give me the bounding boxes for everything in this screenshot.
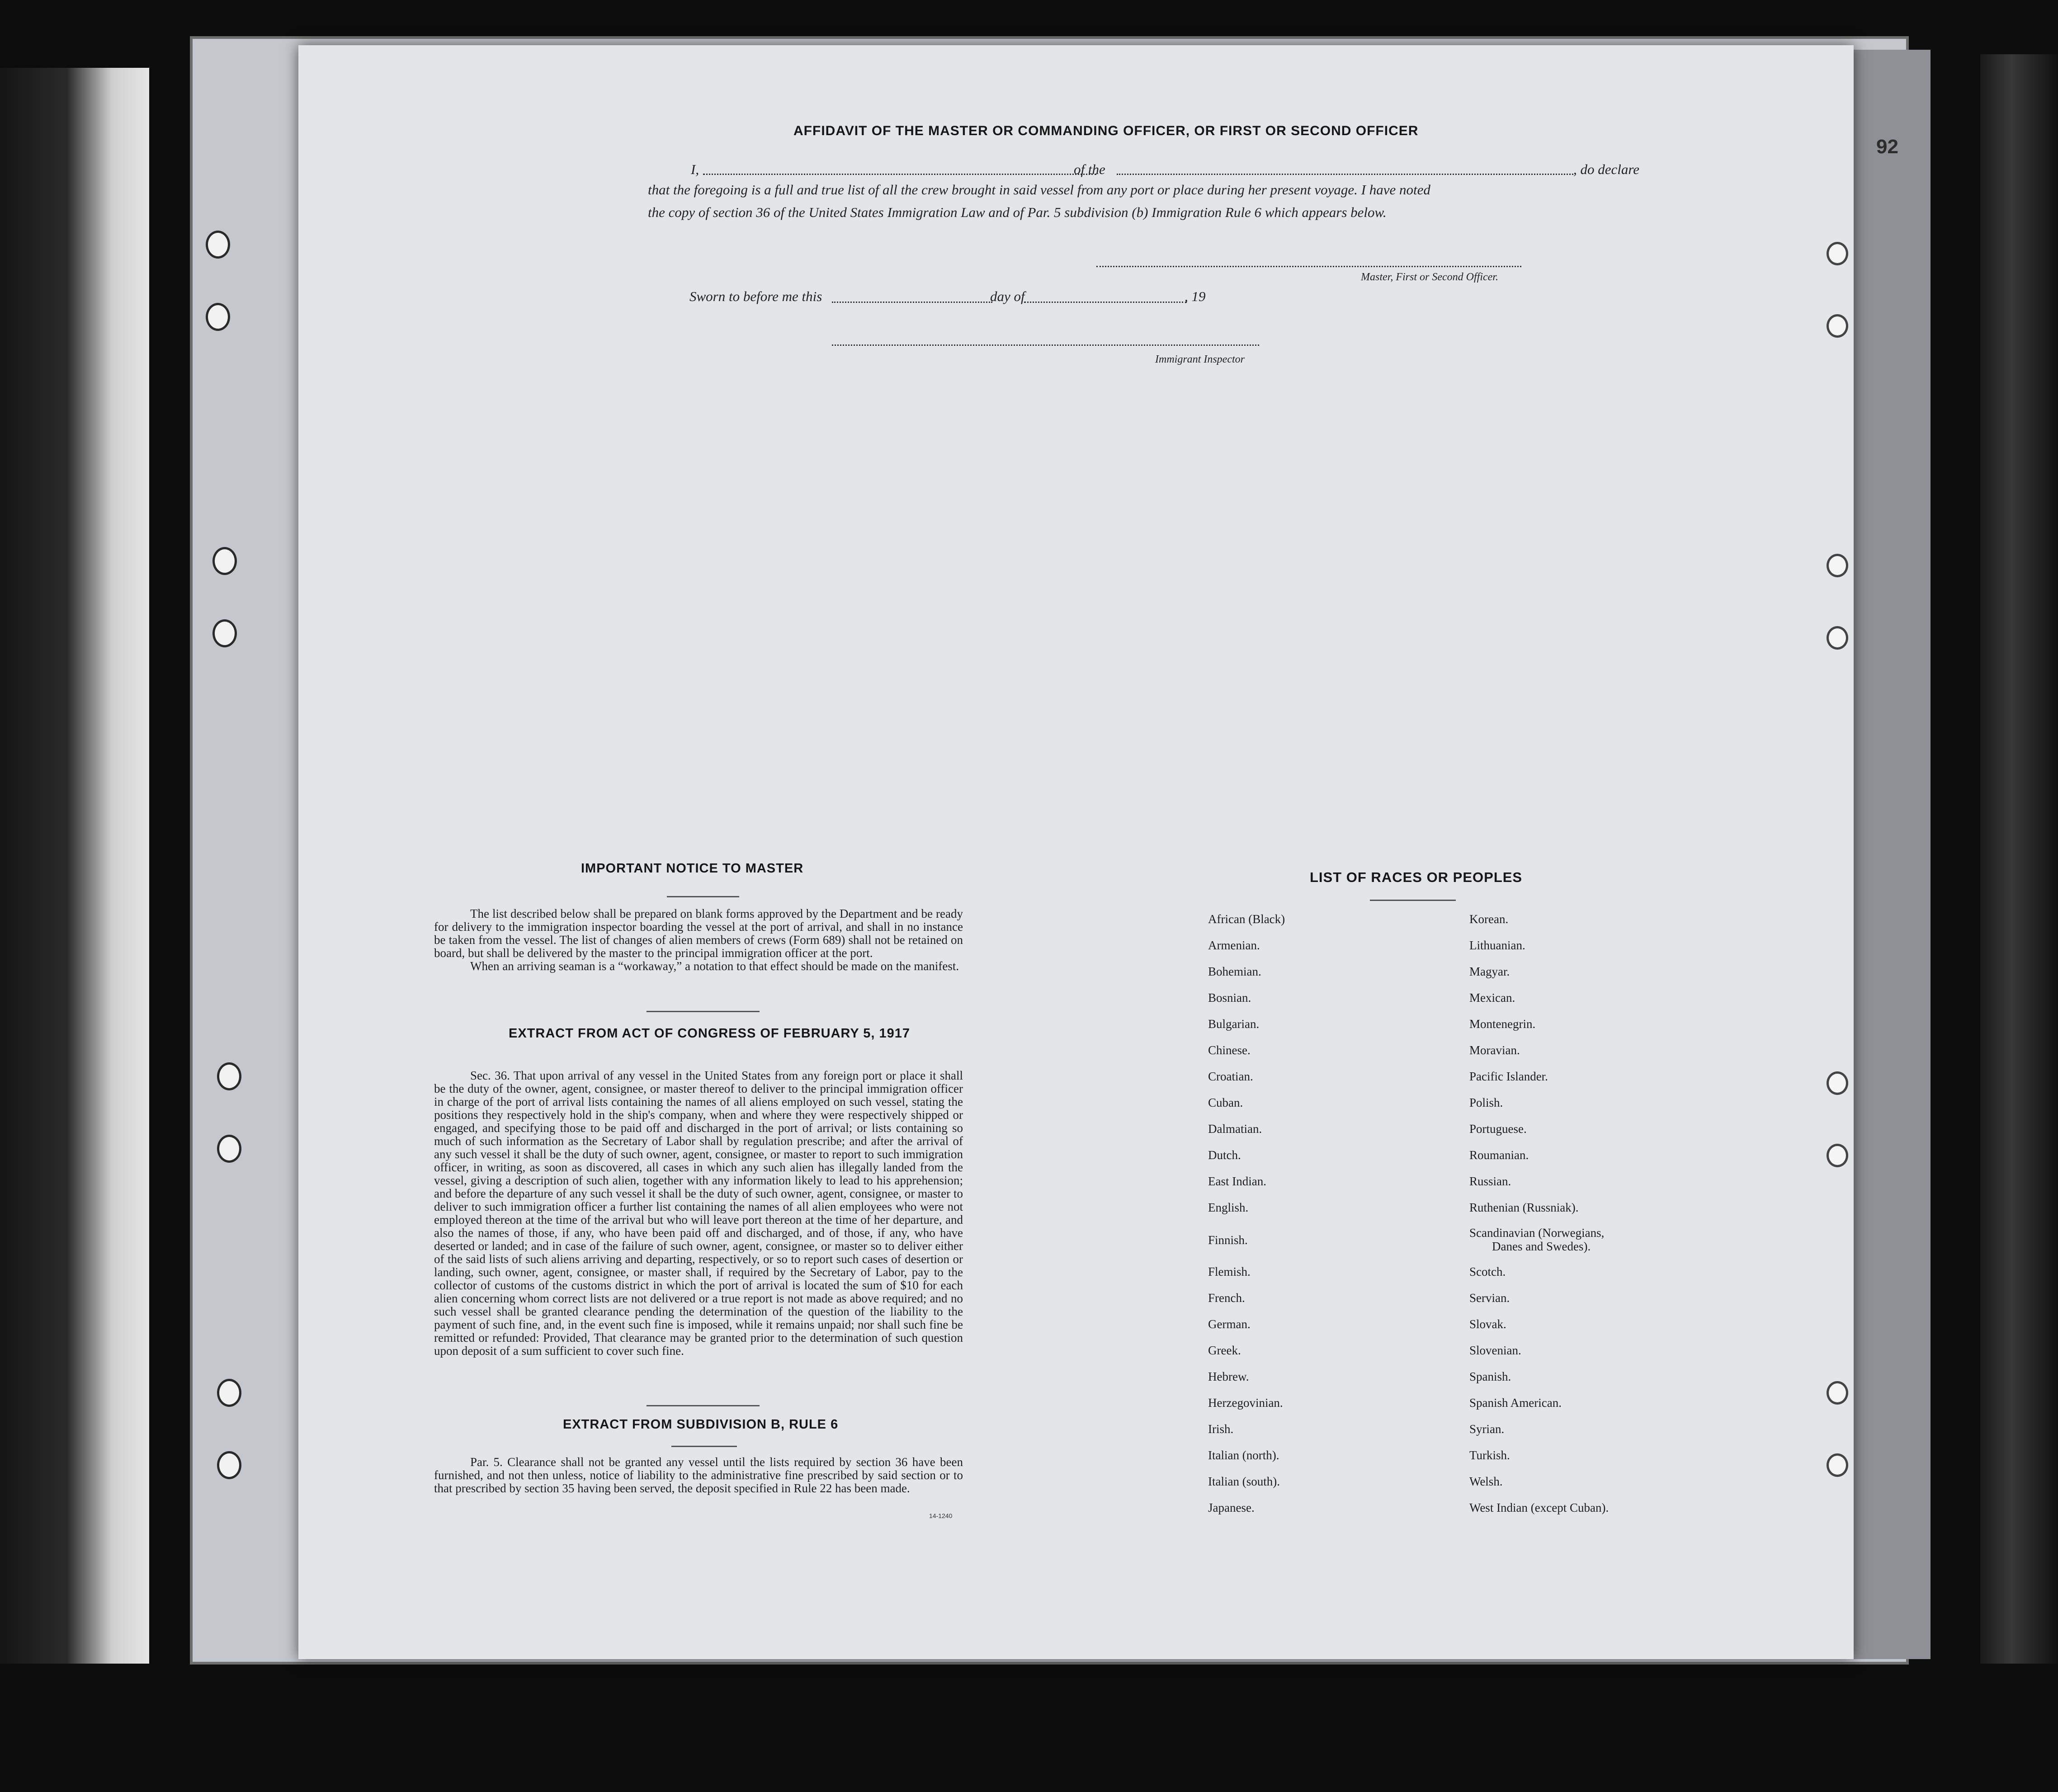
race-left-item: Chinese. [1208,1043,1251,1057]
binder-hole-icon [217,1062,241,1090]
race-right-item: Russian. [1469,1174,1511,1188]
binder-hole-icon [212,547,237,575]
race-left-item: French. [1208,1291,1245,1305]
rule-title: EXTRACT FROM SUBDIVISION B, RULE 6 [563,1417,839,1432]
race-right-item: Syrian. [1469,1422,1505,1436]
race-left-item: Italian (south). [1208,1475,1280,1488]
notice-rule [667,896,739,897]
race-right-item: Korean. [1469,912,1509,926]
race-left-item: East Indian. [1208,1174,1266,1188]
race-left-item: German. [1208,1317,1251,1331]
day-of-label: day of [990,288,1025,304]
race-right-item: Turkish. [1469,1448,1510,1462]
sworn-month-line [1024,302,1187,303]
punch-hole-icon [1827,626,1848,650]
race-right-item: West Indian (except Cuban). [1469,1501,1609,1514]
race-right-item: Portuguese. [1469,1122,1527,1136]
race-right-item: Montenegrin. [1469,1017,1536,1031]
race-left-item: Bulgarian. [1208,1017,1260,1031]
binder-hole-icon [217,1451,241,1479]
notice-paragraph-1: The list described below shall be prepared on blank forms approved by the Department and be ready for delivery to the immigration inspector boarding the vessel at the port of arrival, and shall in no instance be taken from the vessel. The list of changes of alien members of crews (Form 689) shall not be retained on board, but shall be delivered by the master to the principal immigration officer at the port. [434,907,963,960]
race-right-item: Polish. [1469,1096,1503,1109]
binder-hole-icon [212,619,237,647]
year-label: , 19 [1185,288,1206,304]
punch-hole-icon [1827,1453,1848,1477]
race-left-item: Herzegovinian. [1208,1396,1283,1410]
race-left-item: Irish. [1208,1422,1234,1436]
race-right-item: Mexican. [1469,991,1515,1004]
race-left-item: Hebrew. [1208,1370,1249,1383]
race-right-item: Spanish. [1469,1370,1511,1383]
act-title: EXTRACT FROM ACT OF CONGRESS OF FEBRUARY 5, 1917 [509,1026,911,1041]
binder-hole-icon [206,231,230,259]
affidavit-statement-2: the copy of section 36 of the United States Immigration Law and of Par. 5 subdivision (b) Immigration Rule 6 which appears below. [648,204,1387,220]
race-right-item: Scotch. [1469,1265,1506,1278]
punch-hole-icon [1827,1144,1848,1167]
race-right-item: Lithuanian. [1469,938,1525,952]
manifest-page [298,45,1854,1659]
notice-title: IMPORTANT NOTICE TO MASTER [581,861,804,876]
race-left-item: Finnish. [1208,1233,1248,1247]
sworn-day-line [832,302,992,303]
punch-hole-icon [1827,1381,1848,1405]
rule-paragraph: Par. 5. Clearance shall not be granted any vessel until the lists required by section 36 have been furnished, and not then unless, notice of liability to the administrative fine prescribed by said section or to that prescribed by section 35 having been served, the deposit specified in Rule 22 has been made. [434,1455,963,1495]
affidavit-of-the-label: of the [1074,161,1105,177]
form-number: 14-1240 [929,1512,953,1519]
punch-hole-icon [1827,554,1848,577]
left-page-edge [0,68,149,1664]
notice-paragraph-2: When an arriving seaman is a “workaway,” a notation to that effect should be made on the manifest. [470,959,959,973]
race-right-item: Welsh. [1469,1475,1503,1488]
sworn-label: Sworn to before me this [689,288,822,304]
race-left-item: Cuban. [1208,1096,1243,1109]
race-left-item: Bohemian. [1208,965,1261,978]
race-right-item: Slovak. [1469,1317,1506,1331]
punch-hole-icon [1827,314,1848,338]
inspector-caption: Immigrant Inspector [1155,354,1245,365]
master-name-line [703,174,1096,175]
binder-hole-icon [217,1379,241,1407]
race-left-item: English. [1208,1201,1249,1214]
race-right-item: Moravian. [1469,1043,1520,1057]
races-rule [1370,900,1456,901]
races-title: LIST OF RACES OR PEOPLES [1310,869,1523,885]
race-right-item: Slovenian. [1469,1344,1521,1357]
race-left-item: Bosnian. [1208,991,1251,1004]
race-right-item: Magyar. [1469,965,1510,978]
punch-hole-icon [1827,242,1848,265]
inspector-signature-line [832,344,1259,346]
affidavit-statement-1: that the foregoing is a full and true list of all the crew brought in said vessel from any port or place during her present voyage. I have noted [648,182,1430,198]
race-left-item: Flemish. [1208,1265,1251,1278]
binder-hole-icon [217,1135,241,1163]
master-signature-line [1096,266,1521,267]
vessel-name-line [1117,174,1573,175]
race-left-item: Italian (north). [1208,1448,1279,1462]
act-rule-top [647,1011,760,1012]
master-signature-caption: Master, First or Second Officer. [1361,271,1498,283]
right-dark-strip [1980,54,2058,1664]
race-right-item-continuation: Danes and Swedes). [1492,1240,1591,1253]
binder-hole-icon [206,303,230,331]
rule-rule-bottom [671,1446,737,1447]
race-left-item: Armenian. [1208,938,1260,952]
act-section-36: Sec. 36. That upon arrival of any vessel in the United States from any foreign port or place it shall be the duty of the owner, agent, consignee, or master thereof to deliver to the principal immigration officer in charge of the port of arrival lists containing the names of all aliens employed on such vessel, stating the positions they respectively hold in the ship's company, when and where they were respectively shipped or engaged, and specifying those to be paid off and discharged in the port of arrival; or lists containing so much of such information as the Secretary of Labor shall by regulation prescribe; and after the arrival of any such vessel it shall be the duty of such owner, agent, consignee, or master to report to such immigration officer, in writing, as soon as discovered, all cases in which any such alien has illegally landed from the vessel, giving a description of such alien, together with any information likely to lead to his apprehension; and before the departure of any such vessel it shall be the duty of such owner, agent, consignee, or master to deliver to such immigration officer a further list containing the names of all alien employees who were not employed thereon at the time of the arrival but who will leave port thereon at the time of her departure, and also the names of those, if any, who have been paid off and discharged, and of those, if any, who have deserted or landed; and in case of the failure of such owner, agent, consignee, or master so to deliver either of the said lists of such aliens arriving and departing, respectively, or so to report such cases of desertion or landing, such owner, agent, consignee, or master shall, if required by the Secretary of Labor, pay to the collector of customs of the customs district in which the port of arrival is located the sum of $10 for each alien concerning whom correct lists are not delivered or a true report is not made as above required; and no such vessel shall be granted clearance pending the determination of the question of the liability to the payment of such fine, and, in the event such fine is imposed, while it remains unpaid; nor shall such fine be remitted or refunded: Provided, That clearance may be granted prior to the determination of such question upon deposit of a sum sufficient to cover such fine. [434,1069,963,1358]
affidavit-title: AFFIDAVIT OF THE MASTER OR COMMANDING OFFICER, OR FIRST OR SECOND OFFICER [793,123,1419,138]
race-right-item: Ruthenian (Russniak). [1469,1201,1579,1214]
race-right-item: Spanish American. [1469,1396,1562,1410]
rule-body [434,1456,963,1495]
page-number: 92 [1876,136,1898,158]
race-left-item: Japanese. [1208,1501,1255,1514]
affidavit-i-label: I, [691,161,699,177]
race-left-item: Dalmatian. [1208,1122,1262,1136]
race-left-item: Greek. [1208,1344,1241,1357]
act-body [434,1069,963,1358]
race-left-item: African (Black) [1208,912,1285,926]
race-left-item: Croatian. [1208,1070,1253,1083]
race-left-item: Dutch. [1208,1148,1241,1162]
affidavit-do-declare: , do declare [1573,161,1640,177]
race-right-item: Pacific Islander. [1469,1070,1548,1083]
race-right-item: Roumanian. [1469,1148,1529,1162]
rule-rule-top [647,1405,760,1406]
notice-body [434,907,963,973]
race-right-item: Scandinavian (Norwegians, [1469,1226,1605,1240]
race-right-item: Servian. [1469,1291,1510,1305]
punch-hole-icon [1827,1071,1848,1095]
